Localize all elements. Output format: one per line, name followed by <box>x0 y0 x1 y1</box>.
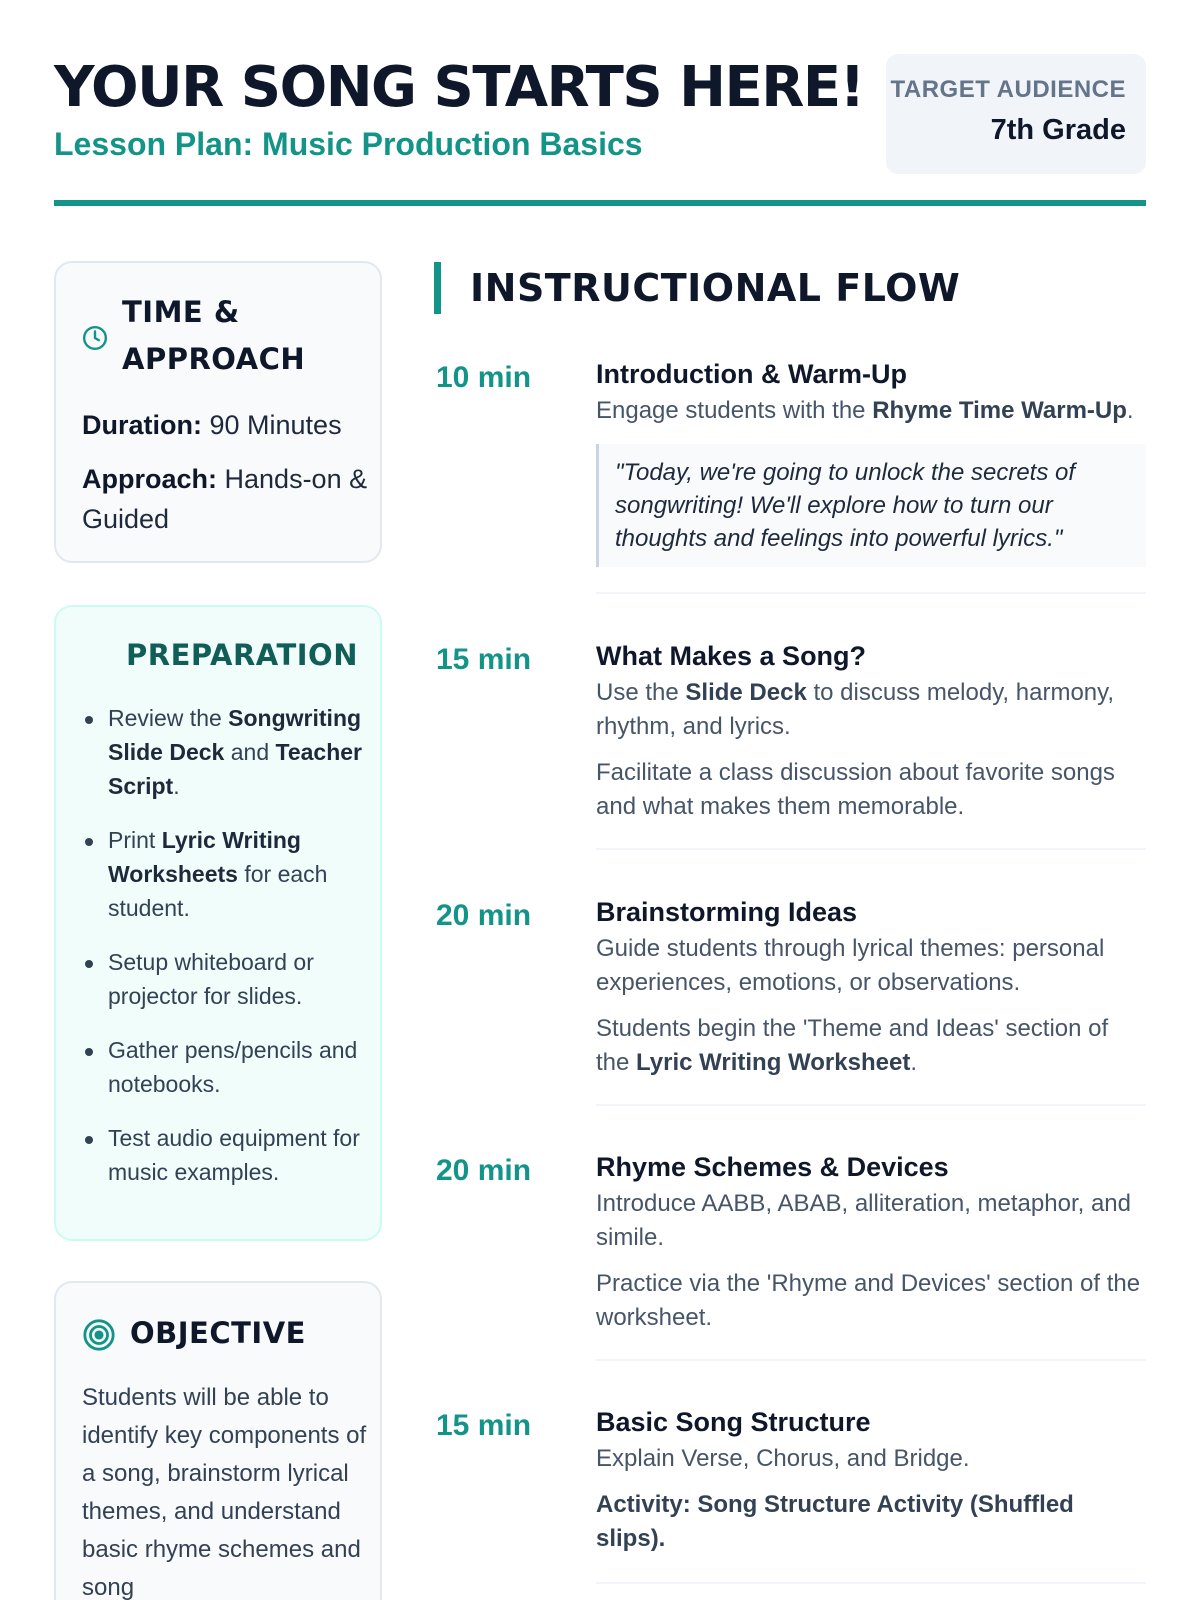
target-audience-value: 7th Grade <box>990 114 1126 146</box>
page-header <box>54 50 1146 210</box>
list-item: Setup whiteboard or projector for slides. <box>82 945 372 1013</box>
flow-step-title: Rhyme Schemes & Devices <box>596 1152 949 1182</box>
teacher-quote: "Today, we're going to unlock the secrets of songwriting! We'll explore how to turn our thoughts and feelings into powerful lyrics." <box>596 444 1146 567</box>
list-item: Review the Songwriting Slide Deck and Teacher Script. <box>82 701 372 803</box>
flow-step-time: 20 min <box>436 899 532 932</box>
flow-step-text: Engage students with the Rhyme Time Warm-Up. <box>596 397 1134 424</box>
list-item: Print Lyric Writing Worksheets for each student. <box>82 823 372 925</box>
objective-text: Students will be able to identify key components of a song, brainstorm lyrical themes, and understand basic rhyme schemes and song <box>82 1384 367 1600</box>
flow-step-text: Introduce AABB, ABAB, alliteration, metaphor, and simile. <box>596 1190 1131 1251</box>
target-audience-label: TARGET AUDIENCE <box>890 76 1126 103</box>
approach-line <box>82 459 372 539</box>
duration-line <box>82 405 372 445</box>
flow-heading: INSTRUCTIONAL FLOW <box>470 266 961 310</box>
flow-divider <box>596 592 1146 594</box>
clock-icon <box>82 325 108 351</box>
flow-divider <box>596 1582 1146 1584</box>
flow-step-title: Introduction & Warm-Up <box>596 359 907 389</box>
flow-step-title: Basic Song Structure <box>596 1407 871 1437</box>
flow-step-time: 15 min <box>436 643 532 676</box>
list-item: Gather pens/pencils and notebooks. <box>82 1033 372 1101</box>
flow-step <box>436 1404 1146 1600</box>
flow-step-text: Use the Slide Deck to discuss melody, harmony, rhythm, and lyrics. <box>596 679 1115 740</box>
preparation-heading: PREPARATION <box>126 638 358 672</box>
target-icon <box>82 1318 116 1352</box>
approach-value: Hands-on & Guided <box>82 464 368 534</box>
flow-step-title: What Makes a Song? <box>596 641 867 671</box>
target-audience-badge <box>886 54 1146 174</box>
flow-divider <box>596 848 1146 850</box>
duration-label: Duration: <box>82 410 202 440</box>
list-item: Test audio equipment for music examples. <box>82 1121 372 1189</box>
duration-value: 90 Minutes <box>209 410 342 440</box>
preparation-list <box>82 701 372 1209</box>
page-subtitle: Lesson Plan: Music Production Basics <box>54 126 643 162</box>
flow-step <box>436 356 1146 596</box>
flow-step-text: Guide students through lyrical themes: personal experiences, emotions, or observations. <box>596 935 1105 996</box>
flow-step-title: Brainstorming Ideas <box>596 897 858 927</box>
flow-step <box>436 638 1146 852</box>
flow-step <box>436 1149 1146 1363</box>
flow-divider <box>596 1104 1146 1106</box>
objective-heading: OBJECTIVE <box>130 1316 306 1350</box>
flow-step-activity: Activity: Song Structure Activity (Shuffled slips). <box>596 1491 1074 1552</box>
preparation-card <box>54 605 382 1241</box>
time-approach-heading: TIME & APPROACH <box>122 295 306 376</box>
flow-step <box>436 894 1146 1108</box>
flow-divider <box>596 1359 1146 1361</box>
page-title: YOUR SONG STARTS HERE! <box>54 55 864 120</box>
approach-label: Approach: <box>82 464 217 494</box>
flow-step-time: 10 min <box>436 361 532 394</box>
time-approach-card <box>54 261 382 563</box>
flow-step-time: 20 min <box>436 1154 532 1187</box>
flow-step-time: 15 min <box>436 1409 532 1442</box>
objective-card <box>54 1281 382 1600</box>
flow-step-text: Facilitate a class discussion about favorite songs and what makes them memorable. <box>596 759 1115 820</box>
flow-step-text: Students begin the 'Theme and Ideas' section of the Lyric Writing Worksheet. <box>596 1015 1109 1076</box>
flow-heading-accent <box>434 262 441 314</box>
header-divider <box>54 200 1146 206</box>
flow-step-text: Practice via the 'Rhyme and Devices' section of the worksheet. <box>596 1270 1141 1331</box>
flow-step-text: Explain Verse, Chorus, and Bridge. <box>596 1445 970 1472</box>
